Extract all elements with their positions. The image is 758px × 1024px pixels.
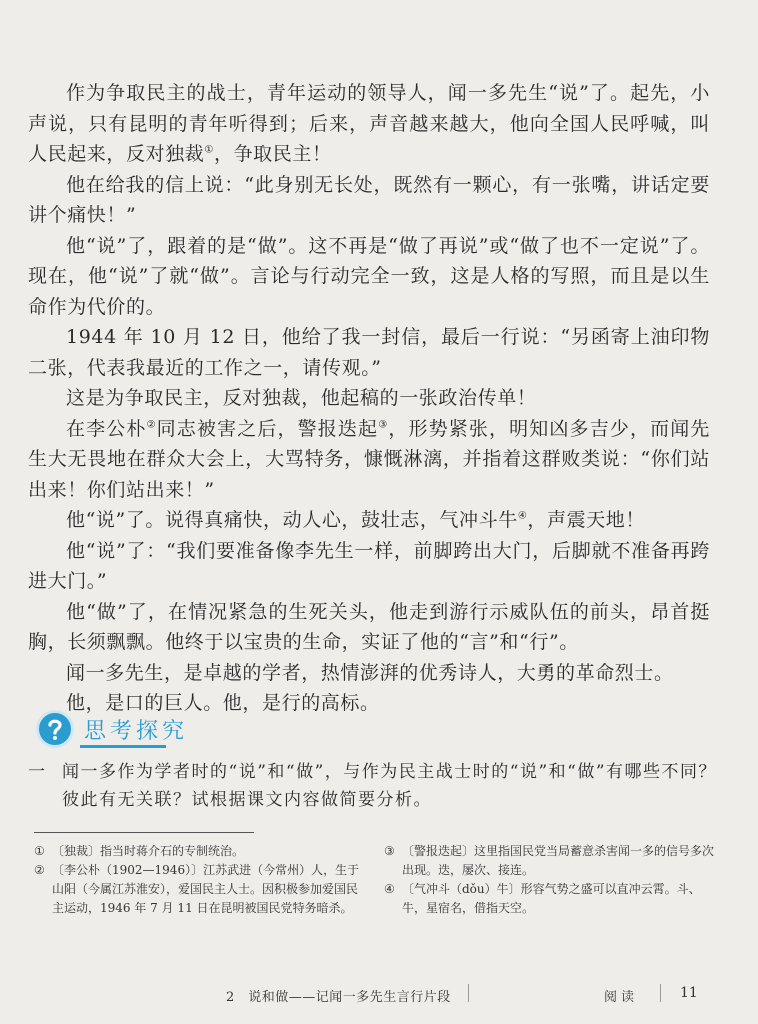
footer-divider <box>468 984 469 1002</box>
paragraph-6: 在李公朴②同志被害之后，警报迭起③，形势紧张，明知凶多吉少，而闻先生大无畏地在群众大会上，大骂特务，慷慨淋漓，并指着这群败类说：“你们站出来！你们站出来！” <box>28 417 710 501</box>
question-text: 闻一多作为学者时的“说”和“做”，与作为民主战士时的“说”和“做”有哪些不同？彼此有无关联？试根据课文内容做简要分析。 <box>62 762 718 810</box>
footnotes-left <box>34 842 364 918</box>
paragraph-7: 他“说”了。说得真痛快，动人心，鼓壮志，气冲斗牛④，声震天地！ <box>66 509 646 531</box>
footnotes-right <box>384 842 714 918</box>
footer-divider <box>660 984 661 1002</box>
paragraph-1: 作为争取民主的战士，青年运动的领导人，闻一多先生“说”了。起先，小声说，只有昆明的青年听得到；后来，声音越来越大，他向全国人民呼喊，叫人民起来，反对独裁①，争取民主！ <box>28 82 710 165</box>
paragraph-5: 这是为争取民主，反对独裁，他起稿的一张政治传单！ <box>66 387 537 409</box>
paragraph-4: 1944 年 10 月 12 日，他给了我一封信，最后一行说：“另函寄上油印物二张，代表我最近的工作之一，请传观。” <box>28 326 710 379</box>
paragraph-2: 他在给我的信上说：“此身别无长处，既然有一颗心，有一张嘴，讲话定要讲个痛快！” <box>28 173 710 226</box>
section-title: 思考探究 <box>84 719 189 744</box>
question-icon <box>36 710 74 748</box>
paragraph-8: 他“说”了：“我们要准备像李先生一样，前脚跨出大门，后脚就不准备再跨进大门。” <box>28 539 710 592</box>
footnote-ref-4: ④ <box>517 510 528 522</box>
paragraph-3: 他“说”了，跟着的是“做”。这不再是“做了再说”或“做了也不一定说”了。现在，他“说”了就“做”。言论与行动完全一致，这是人格的写照，而且是以生命作为代价的。 <box>28 234 710 318</box>
footnote-ref-2: ② <box>146 419 157 431</box>
footnote-2: ② 〔李公朴（1902—1946）〕江苏武进（今常州）人，生于山阳（今属江苏淮安），爱国民主人士。因积极参加爱国民主运动，1946 年 7 月 11 日在昆明被国民党特务暗杀。 <box>34 863 360 915</box>
footnote-3: ③ 〔警报迭起〕这里指国民党当局蓄意杀害闻一多的信号多次出现。迭，屡次、接连。 <box>384 844 715 877</box>
footnote-ref-3: ③ <box>378 419 389 431</box>
footnote-divider <box>34 832 254 833</box>
page-number: 11 <box>680 985 698 1001</box>
paragraph-10: 闻一多先生，是卓越的学者，热情澎湃的优秀诗人，大勇的革命烈士。 <box>66 661 674 684</box>
footer-section-label: 阅读 <box>604 990 639 1005</box>
question-item <box>28 758 718 814</box>
section-underline <box>80 745 166 748</box>
paragraph-11: 他，是口的巨人。他，是行的高标。 <box>66 692 380 714</box>
question-number: 一 <box>28 762 47 782</box>
lesson-body <box>28 78 710 719</box>
footer-chapter-title: 2 说和做——记闻一多先生言行片段 <box>226 990 451 1005</box>
footnote-ref-1: ① <box>204 144 214 156</box>
footnote-1: ① 〔独裁〕指当时蒋介石的专制统治。 <box>34 844 245 858</box>
footnote-4: ④ 〔气冲斗（dǒu）牛〕形容气势之盛可以直冲云霄。斗、牛，星宿名，借指天空。 <box>384 882 701 915</box>
paragraph-9: 他“做”了，在情况紧急的生死关头，他走到游行示威队伍的前头，昂首挺胸，长须飘飘。他终于以宝贵的生命，实证了他的“言”和“行”。 <box>28 600 710 653</box>
question-block <box>28 758 718 814</box>
